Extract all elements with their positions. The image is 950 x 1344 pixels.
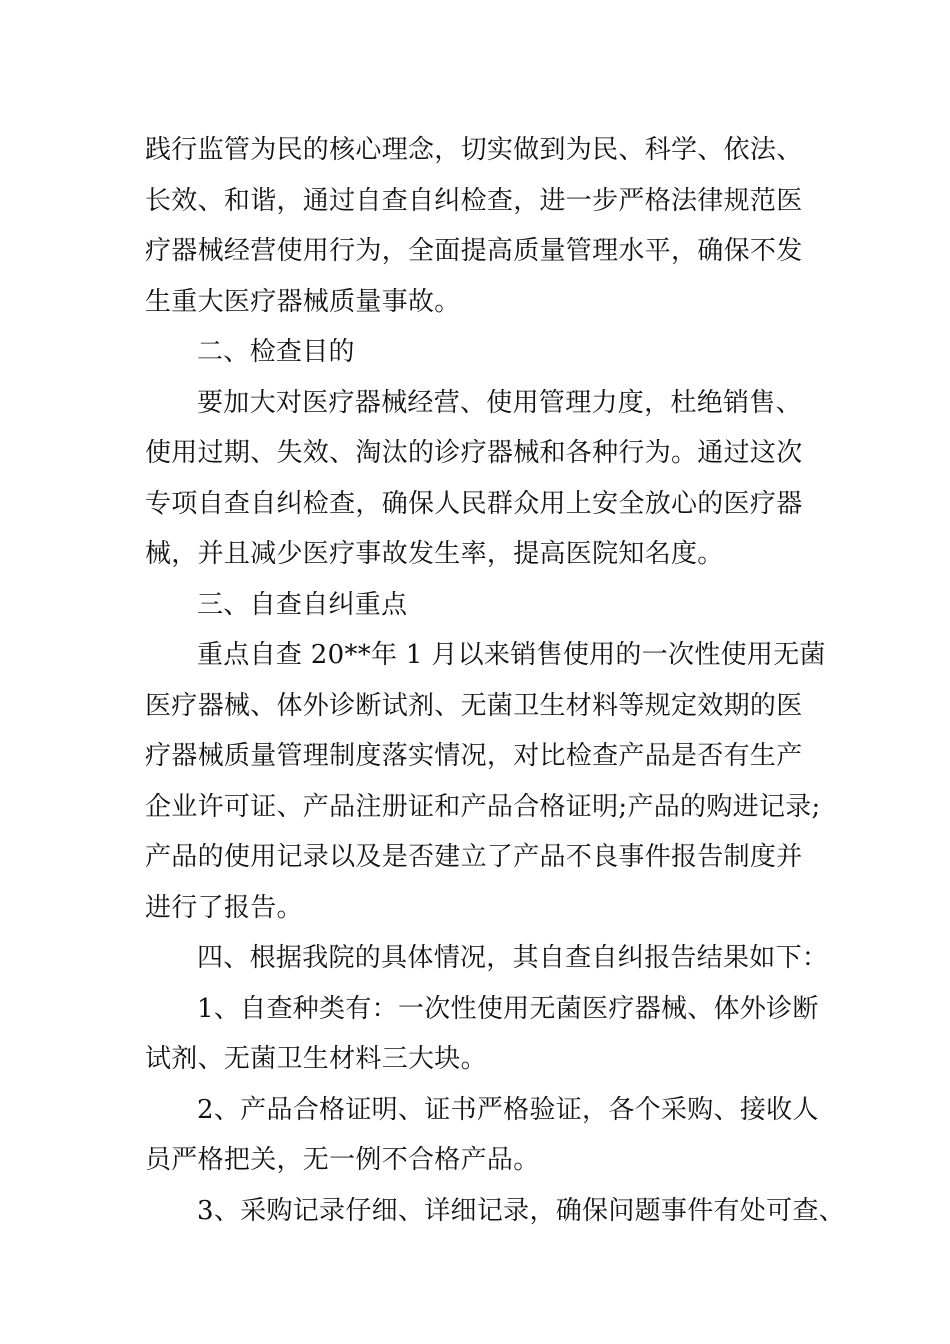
text-line: 疗器械经营使用行为，全面提高质量管理水平，确保不发	[145, 236, 803, 266]
section-heading: 四、根据我院的具体情况，其自查自纠报告结果如下：	[197, 943, 829, 973]
text-line: 企业许可证、产品注册证和产品合格证明;产品的购进记录;	[145, 791, 821, 822]
text-line: 医疗器械、体外诊断试剂、无菌卫生材料等规定效期的医	[145, 690, 803, 721]
document-body	[145, 125, 846, 1236]
text-line: 践行监管为民的核心理念，切实做到为民、科学、依法、	[145, 135, 803, 165]
text-line: 长效、和谐，通过自查自纠检查，进一步严格法律规范医	[145, 185, 803, 216]
text-line: 员严格把关，无一例不合格产品。	[145, 1145, 540, 1175]
text-line: 进行了报告。	[145, 892, 303, 923]
text-line: 要加大对医疗器械经营、使用管理力度，杜绝销售、	[197, 387, 802, 418]
section-heading: 二、检查目的	[197, 337, 355, 367]
text-line: 械，并且减少医疗事故发生率，提高医院知名度。	[145, 539, 724, 569]
text-line: 使用过期、失效、淘汰的诊疗器械和各种行为。通过这次	[145, 438, 803, 468]
text-line: 生重大医疗器械质量事故。	[145, 286, 461, 317]
list-item: 3、采购记录仔细、详细记录，确保问题事件有处可查、	[197, 1195, 846, 1226]
text-line: 试剂、无菌卫生材料三大块。	[145, 1044, 487, 1074]
text-line: 产品的使用记录以及是否建立了产品不良事件报告制度并	[145, 842, 803, 872]
list-item: 2、产品合格证明、证书严格验证，各个采购、接收人	[197, 1094, 819, 1125]
text-line: 重点自查 20**年 1 月以来销售使用的一次性使用无菌	[197, 640, 826, 670]
list-item: 1、自查种类有：一次性使用无菌医疗器械、体外诊断	[197, 993, 819, 1024]
section-heading: 三、自查自纠重点	[197, 589, 408, 620]
text-line: 疗器械质量管理制度落实情况，对比检查产品是否有生产	[145, 741, 803, 771]
text-line: 专项自查自纠检查，确保人民群众用上安全放心的医疗器	[145, 488, 803, 519]
